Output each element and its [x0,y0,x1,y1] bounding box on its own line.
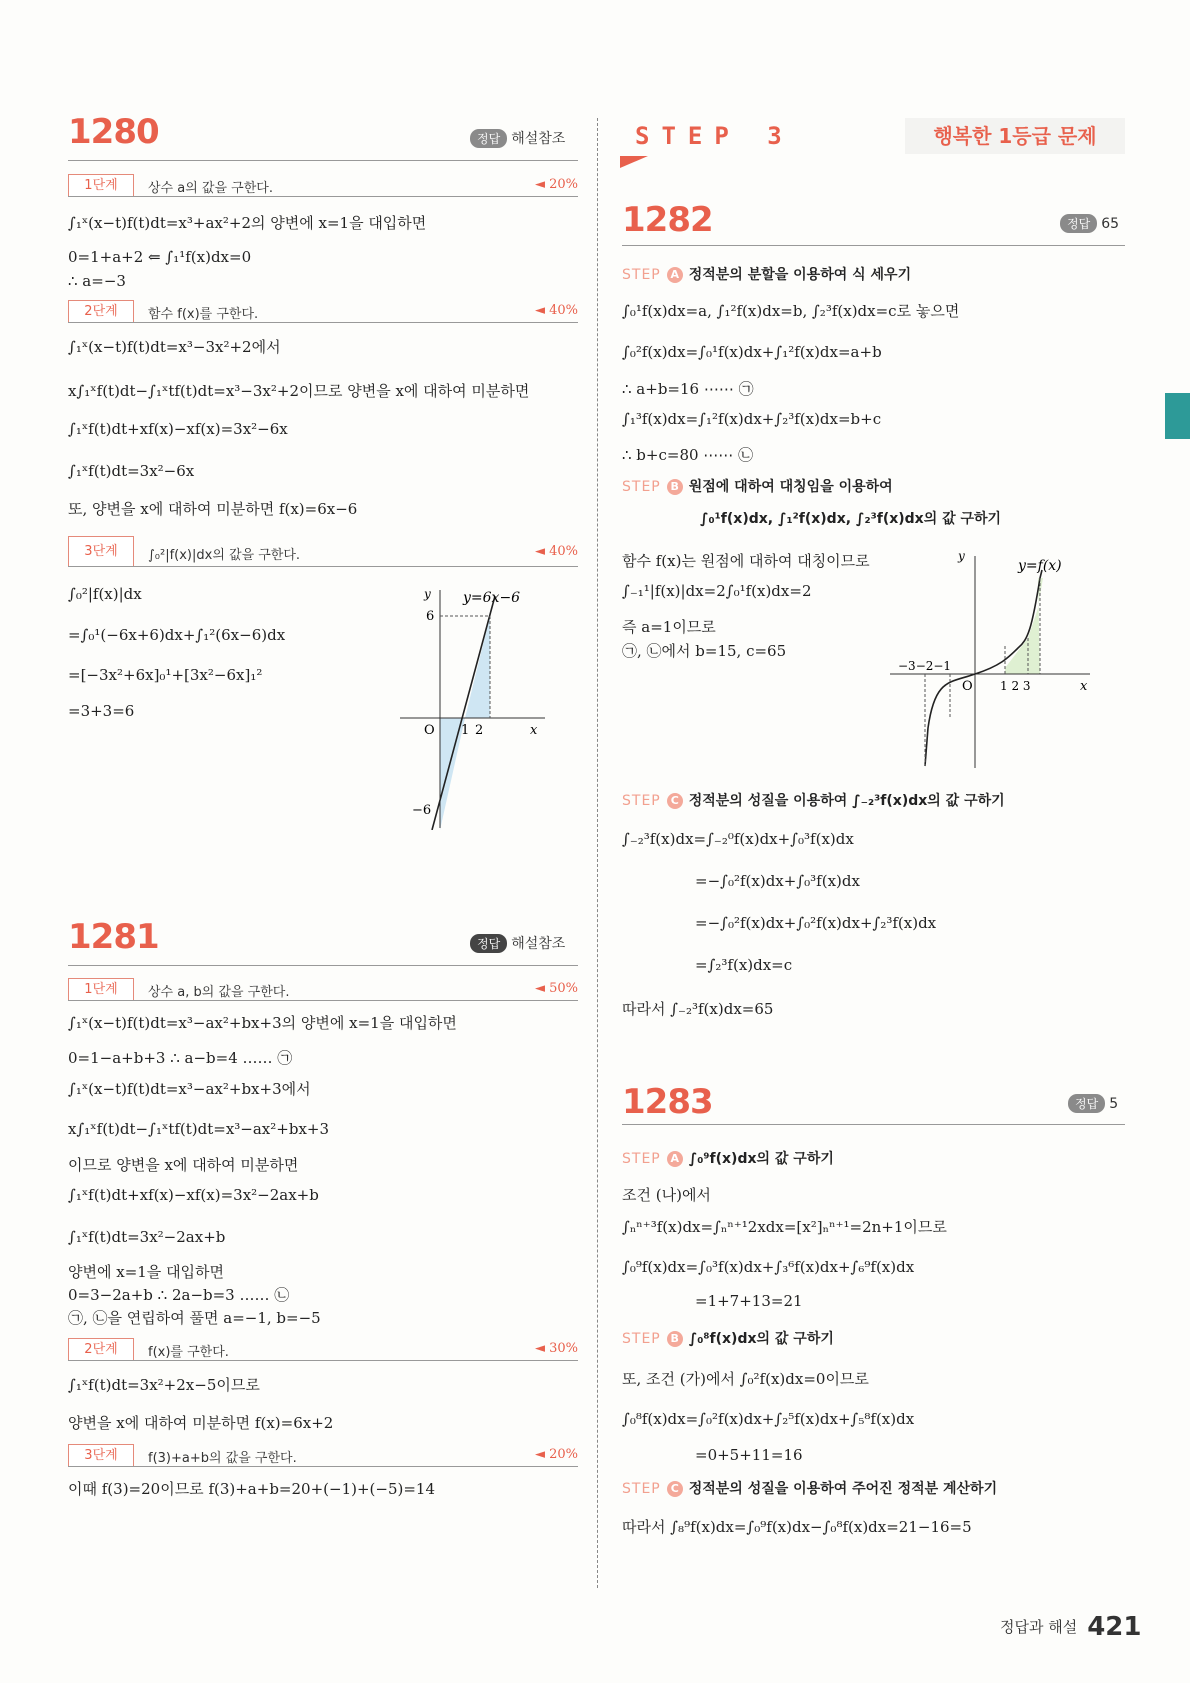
line: =−∫₀²f(x)dx+∫₀³f(x)dx [695,872,860,890]
step-1283-C: STEP C 정적분의 성질을 이용하여 주어진 정적분 계산하기 [622,1481,998,1497]
step-1283-A: STEP A ∫₀⁹f(x)dx의 값 구하기 [622,1151,834,1167]
line: 이때 f(3)=20이므로 f(3)+a+b=20+(−1)+(−5)=14 [68,1480,436,1498]
answer-1283 [1068,1094,1118,1113]
pos-ticks: 1 2 3 [1000,679,1031,693]
line: ∫ₙⁿ⁺³f(x)dx=∫ₙⁿ⁺¹2xdx=[x²]ₙⁿ⁺¹=2n+1이므로 [622,1218,947,1236]
step-1281-3 [68,1444,578,1466]
origin-label: O [424,723,435,738]
tick-neg6: −6 [412,803,432,818]
y-axis-label: y [958,549,965,563]
step-pct: ◄ 30% [534,1341,578,1356]
step-1280-2 [68,300,578,322]
line: 이므로 양변을 x에 대하여 미분하면 [68,1156,299,1174]
line: ∫₁ˣ(x−t)f(t)dt=x³−ax²+bx+3의 양변에 x=1을 대입하면 [68,1014,457,1032]
graph-1280 [400,580,550,830]
step-1282-A: STEP A 정적분의 분할을 이용하여 식 세우기 [622,267,912,283]
step-desc: 함수 f(x)를 구한다. [148,307,259,322]
line: ∫₁ˣf(t)dt+xf(x)−xf(x)=3x²−6x [68,420,288,438]
line: ∫₀⁹f(x)dx=∫₀³f(x)dx+∫₃⁶f(x)dx+∫₆⁹f(x)dx [622,1258,915,1276]
step3-flag [620,156,648,168]
line: 함수 f(x)는 원점에 대하여 대칭이므로 [622,552,870,570]
line: 또, 양변을 x에 대하여 미분하면 f(x)=6x−6 [68,500,358,518]
column-divider [597,118,598,1588]
line: ∫₀²|f(x)|dx [68,585,142,603]
step-pct: ◄ 40% [534,544,578,559]
line: 0=1−a+b+3 ∴ a−b=4 …… ㉠ [68,1049,293,1067]
rule [622,245,1125,246]
step-label: 3단계 [68,536,134,567]
side-tab [1165,393,1190,439]
step-1281-1 [68,978,578,1000]
neg-ticks: −3−2−1 [898,659,952,673]
step-desc: f(x)를 구한다. [148,1345,229,1360]
x-axis-label: x [1080,679,1088,694]
line: =−∫₀²f(x)dx+∫₀²f(x)dx+∫₂³f(x)dx [695,914,937,932]
step-label: 2단계 [68,300,134,323]
line: x∫₁ˣf(t)dt−∫₁ˣtf(t)dt=x³−ax²+bx+3 [68,1120,330,1138]
step-label: 1단계 [68,978,134,1001]
line: ∴ a=−3 [68,272,126,290]
answer-1282 [1060,214,1119,233]
origin-label: O [962,679,973,694]
answer-tag: 정답 [1060,214,1097,233]
step-desc: f(3)+a+b의 값을 구한다. [148,1451,297,1466]
graph-1282 [890,548,1100,770]
step-desc: 상수 a, b의 값을 구한다. [148,985,290,1000]
line: =0+5+11=16 [695,1446,803,1464]
y-axis-label: y [424,587,431,601]
problem-number-1282: 1282 [622,200,713,240]
line: ∫₁ˣf(t)dt+xf(x)−xf(x)=3x²−2ax+b [68,1186,319,1204]
line: =∫₂³f(x)dx=c [695,956,793,974]
tick-2: 2 [475,723,484,738]
line: ∫₀²f(x)dx=∫₀¹f(x)dx+∫₁²f(x)dx=a+b [622,343,882,361]
step-1282-C: STEP C 정적분의 성질을 이용하여 ∫₋₂³f(x)dx의 값 구하기 [622,793,1005,809]
step-1282-B: STEP B 원점에 대하여 대칭임을 이용하여 [622,479,893,495]
line: =3+3=6 [68,702,135,720]
step-pct: ◄ 40% [534,303,578,318]
line: 0=3−2a+b ∴ 2a−b=3 …… ㉡ [68,1286,290,1304]
page-footer [1000,1612,1142,1642]
line: ∫₁ˣf(t)dt=3x²+2x−5이므로 [68,1376,260,1394]
x-axis-label: x [530,723,538,738]
line: =1+7+13=21 [695,1292,803,1310]
step3-label: STEP 3 [635,122,794,150]
line: ∫₁ˣf(t)dt=3x²−2ax+b [68,1228,226,1246]
rule [68,965,578,966]
line: =∫₀¹(−6x+6)dx+∫₁²(6x−6)dx [68,626,286,644]
problem-number-1280: 1280 [68,112,159,152]
line: 조건 (나)에서 [622,1186,711,1204]
line: 따라서 ∫₈⁹f(x)dx=∫₀⁹f(x)dx−∫₀⁸f(x)dx=21−16=5 [622,1518,972,1536]
curve-label: y=6x−6 [463,590,521,606]
line: 양변에 x=1을 대입하면 [68,1263,225,1281]
step-pct: ◄ 20% [534,177,578,192]
step-label: 3단계 [68,1444,134,1467]
line: ∫₁ˣ(x−t)f(t)dt=x³+ax²+2의 양변에 x=1을 대입하면 [68,214,427,232]
answer-tag: 정답 [470,129,507,148]
tick-1: 1 [461,723,470,738]
answer-tag: 정답 [470,934,507,953]
step-1281-2 [68,1338,578,1360]
step-pct: ◄ 20% [534,1447,578,1462]
line: ∫₁ˣ(x−t)f(t)dt=x³−3x²+2에서 [68,338,281,356]
footer-label: 정답과 해설 [1000,1618,1078,1636]
line: 따라서 ∫₋₂³f(x)dx=65 [622,1000,774,1018]
line: ∴ b+c=80 ⋯⋯ ㉡ [622,446,754,464]
step-1280-1 [68,174,578,196]
step-pct: ◄ 50% [534,981,578,996]
step-1283-B: STEP B ∫₀⁸f(x)dx의 값 구하기 [622,1331,834,1347]
answer-1281 [470,933,565,953]
line: ∫₋₂³f(x)dx=∫₋₂⁰f(x)dx+∫₀³f(x)dx [622,830,854,848]
curve-label: y=f(x) [1018,558,1062,574]
tick-6: 6 [426,609,435,624]
line: =[−3x²+6x]₀¹+[3x²−6x]₁² [68,666,263,684]
chapter-banner: 행복한 1등급 문제 [905,118,1125,154]
answer-value: 해설참조 [511,936,566,952]
step-desc: ∫₀²|f(x)|dx의 값을 구한다. [148,548,301,563]
line: ∫₁³f(x)dx=∫₁²f(x)dx+∫₂³f(x)dx=b+c [622,410,882,428]
line: x∫₁ˣf(t)dt−∫₁ˣtf(t)dt=x³−3x²+2이므로 양변을 x에 대하여 미분하면 [68,382,530,400]
step-label: 1단계 [68,174,134,197]
line: ㉠, ㉡에서 b=15, c=65 [622,642,787,660]
line: 0=1+a+2 ⇐ ∫₁¹f(x)dx=0 [68,248,252,266]
line: ∫₀¹f(x)dx=a, ∫₁²f(x)dx=b, ∫₂³f(x)dx=c로 놓으면 [622,302,960,320]
line: 양변을 x에 대하여 미분하면 f(x)=6x+2 [68,1414,334,1432]
answer-value: 5 [1109,1096,1119,1112]
answer-tag: 정답 [1068,1094,1105,1113]
line: ∫₋₁¹|f(x)|dx=2∫₀¹f(x)dx=2 [622,582,812,600]
line: ㉠, ㉡을 연립하여 풀면 a=−1, b=−5 [68,1309,321,1327]
rule [68,160,578,161]
problem-number-1281: 1281 [68,917,159,957]
problem-number-1283: 1283 [622,1082,713,1122]
line: ∫₁ˣ(x−t)f(t)dt=x³−ax²+bx+3에서 [68,1080,311,1098]
rule [622,1124,1125,1125]
line: 즉 a=1이므로 [622,618,716,636]
answer-value: 65 [1101,216,1120,232]
step-desc: 상수 a의 값을 구한다. [148,181,273,196]
step-1282-B-sub: ∫₀¹f(x)dx, ∫₁²f(x)dx, ∫₂³f(x)dx의 값 구하기 [700,511,1002,527]
step-1280-3 [68,536,578,563]
line: 또, 조건 (가)에서 ∫₀²f(x)dx=0이므로 [622,1370,869,1388]
line: ∫₁ˣf(t)dt=3x²−6x [68,462,195,480]
answer-1280 [470,128,565,148]
page-number: 421 [1087,1612,1142,1642]
line: ∴ a+b=16 ⋯⋯ ㉠ [622,380,754,398]
answer-value: 해설참조 [511,131,566,147]
step-label: 2단계 [68,1338,134,1361]
line: ∫₀⁸f(x)dx=∫₀²f(x)dx+∫₂⁵f(x)dx+∫₅⁸f(x)dx [622,1410,915,1428]
